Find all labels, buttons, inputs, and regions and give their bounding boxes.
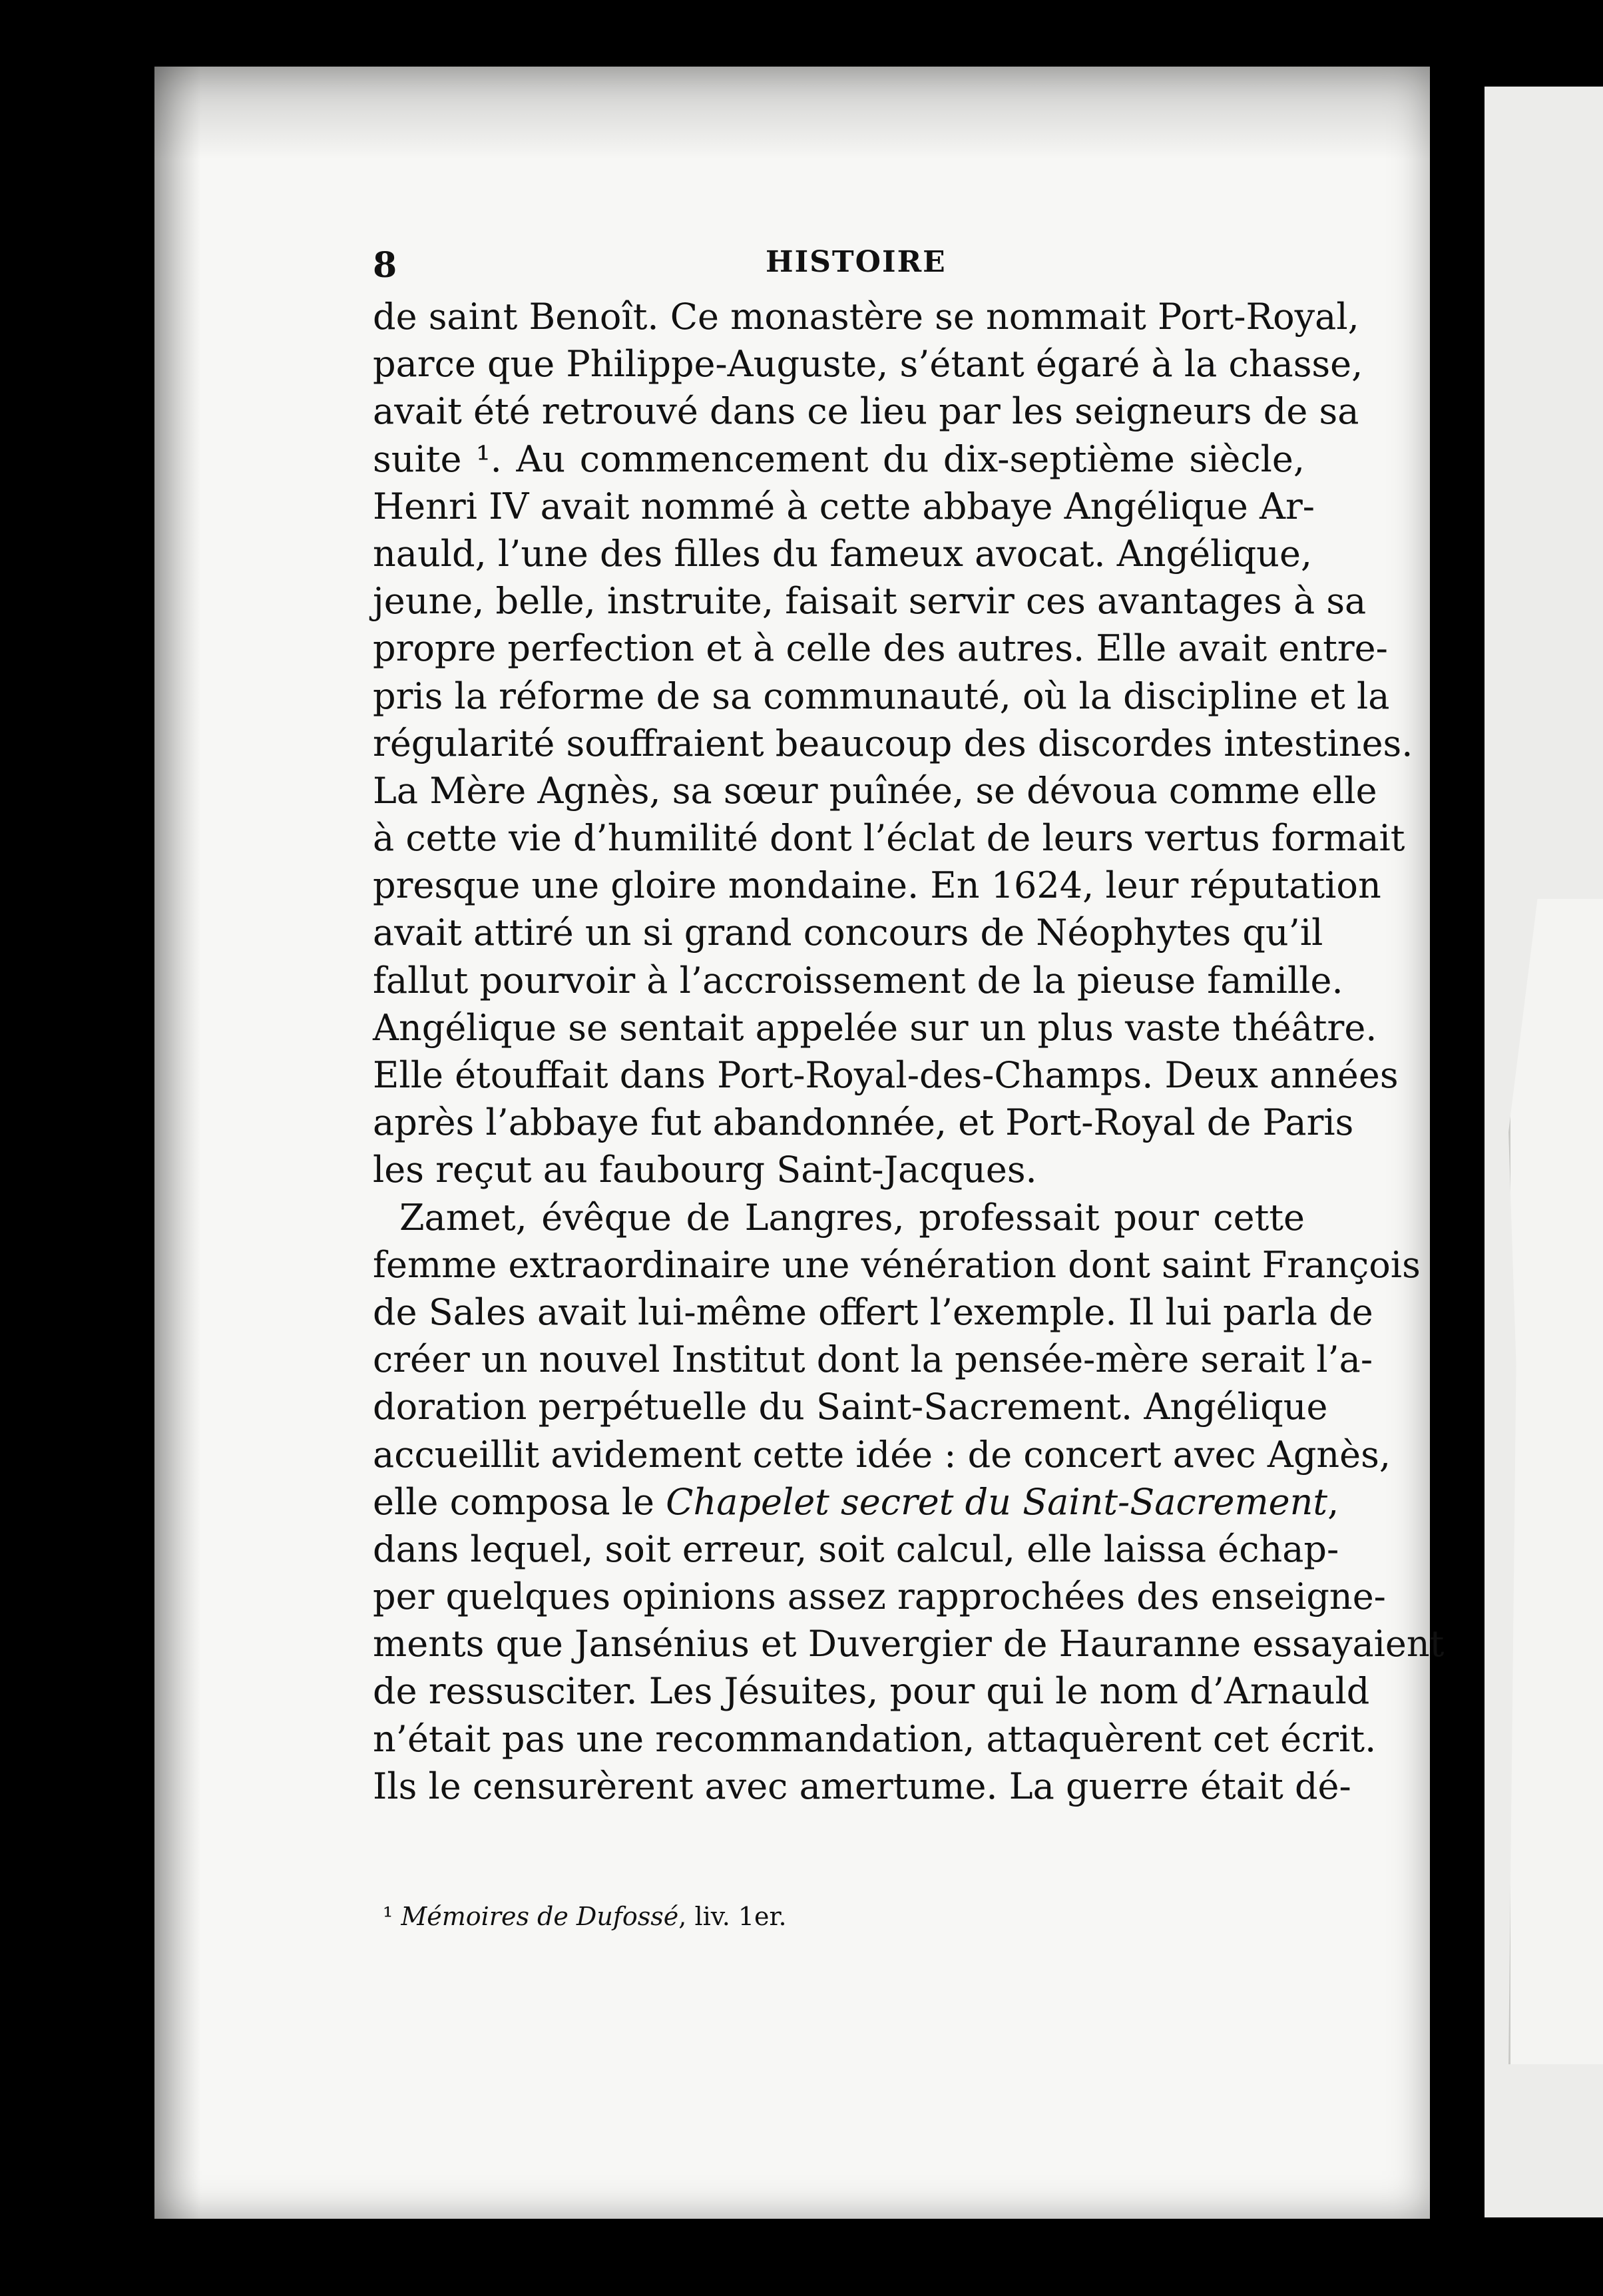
facing-page-fragment [1508,899,1603,2064]
text-line: La Mère Agnès, sa sœur puînée, se dévoua comme elle [373,769,1377,812]
text-line-with-title [373,1478,1339,1526]
line-end: , [1327,1480,1339,1523]
text-line: de saint Benoît. Ce monastère se nommait Port-Royal, [373,296,1359,338]
text-line: régularité souffraient beaucoup des discordes intestines. [373,722,1413,764]
text-line: pris la réforme de sa communauté, où la discipline et la [373,675,1390,717]
text-line: Henri IV avait nommé à cette abbaye Angélique Ar- [373,485,1315,527]
text-line: Ils le censurèrent avec amertume. La guerre était dé- [373,1765,1351,1807]
line-start: elle composa le [373,1480,666,1523]
text-line: de Sales avait lui-même offert l’exemple. Il lui parla de [373,1291,1373,1333]
footnote-source: Mémoires de Dufossé [401,1902,679,1931]
text-line: créer un nouvel Institut dont la pensée-mère serait l’a- [373,1338,1373,1381]
text-line: les reçut au faubourg Saint-Jacques. [373,1149,1037,1191]
text-line: propre perfection et à celle des autres. Elle avait entre- [373,627,1388,670]
text-line: femme extraordinaire une vénération dont saint François [373,1243,1421,1286]
text-line: à cette vie d’humilité dont l’éclat de leurs vertus formait [373,817,1405,860]
book-title: Chapelet secret du Saint-Sacrement [666,1480,1328,1523]
text-line: presque une gloire mondaine. En 1624, leur réputation [373,864,1381,907]
text-line: après l’abbaye fut abandonnée, et Port-Royal de Paris [373,1101,1354,1144]
page-number: 8 [373,245,397,286]
text-line: ments que Jansénius et Duvergier de Hauranne essayaient [373,1623,1445,1665]
body-text [373,293,1445,1810]
text-line: jeune, belle, instruite, faisait servir ces avantages à sa [373,580,1367,623]
text-line: Zamet, évêque de Langres, professait pour cette [399,1196,1305,1239]
page-header [373,245,1291,292]
running-title: HISTOIRE [766,245,947,279]
text-line: nauld, l’une des filles du fameux avocat. Angélique, [373,532,1313,575]
text-line: avait été retrouvé dans ce lieu par les seigneurs de sa [373,390,1359,433]
text-line: avait attiré un si grand concours de Néophytes qu’il [373,912,1323,954]
footnote-marker: ¹ [383,1902,393,1931]
footnote-reference: , liv. 1er. [678,1902,787,1931]
text-line: dans lequel, soit erreur, soit calcul, elle laissa échap- [373,1528,1339,1570]
text-line: accueillit avidement cette idée : de concert avec Agnès, [373,1433,1391,1476]
text-line: Angélique se sentait appelée sur un plus vaste théâtre. [373,1006,1377,1049]
text-line: Elle étouffait dans Port-Royal-des-Champs. Deux années [373,1054,1399,1096]
footnote [383,1902,787,1931]
text-line: de ressusciter. Les Jésuites, pour qui le nom d’Arnauld [373,1670,1370,1713]
text-line: parce que Philippe-Auguste, s’étant égaré à la chasse, [373,343,1363,386]
text-line: fallut pourvoir à l’accroissement de la pieuse famille. [373,959,1343,1002]
text-line: doration perpétuelle du Saint-Sacrement. Angélique [373,1386,1328,1428]
text-line: n’était pas une recommandation, attaquèrent cet écrit. [373,1717,1377,1760]
text-line: suite ¹. Au commencement du dix-septième siècle, [373,437,1305,480]
text-line: per quelques opinions assez rapprochées des enseigne- [373,1576,1386,1618]
